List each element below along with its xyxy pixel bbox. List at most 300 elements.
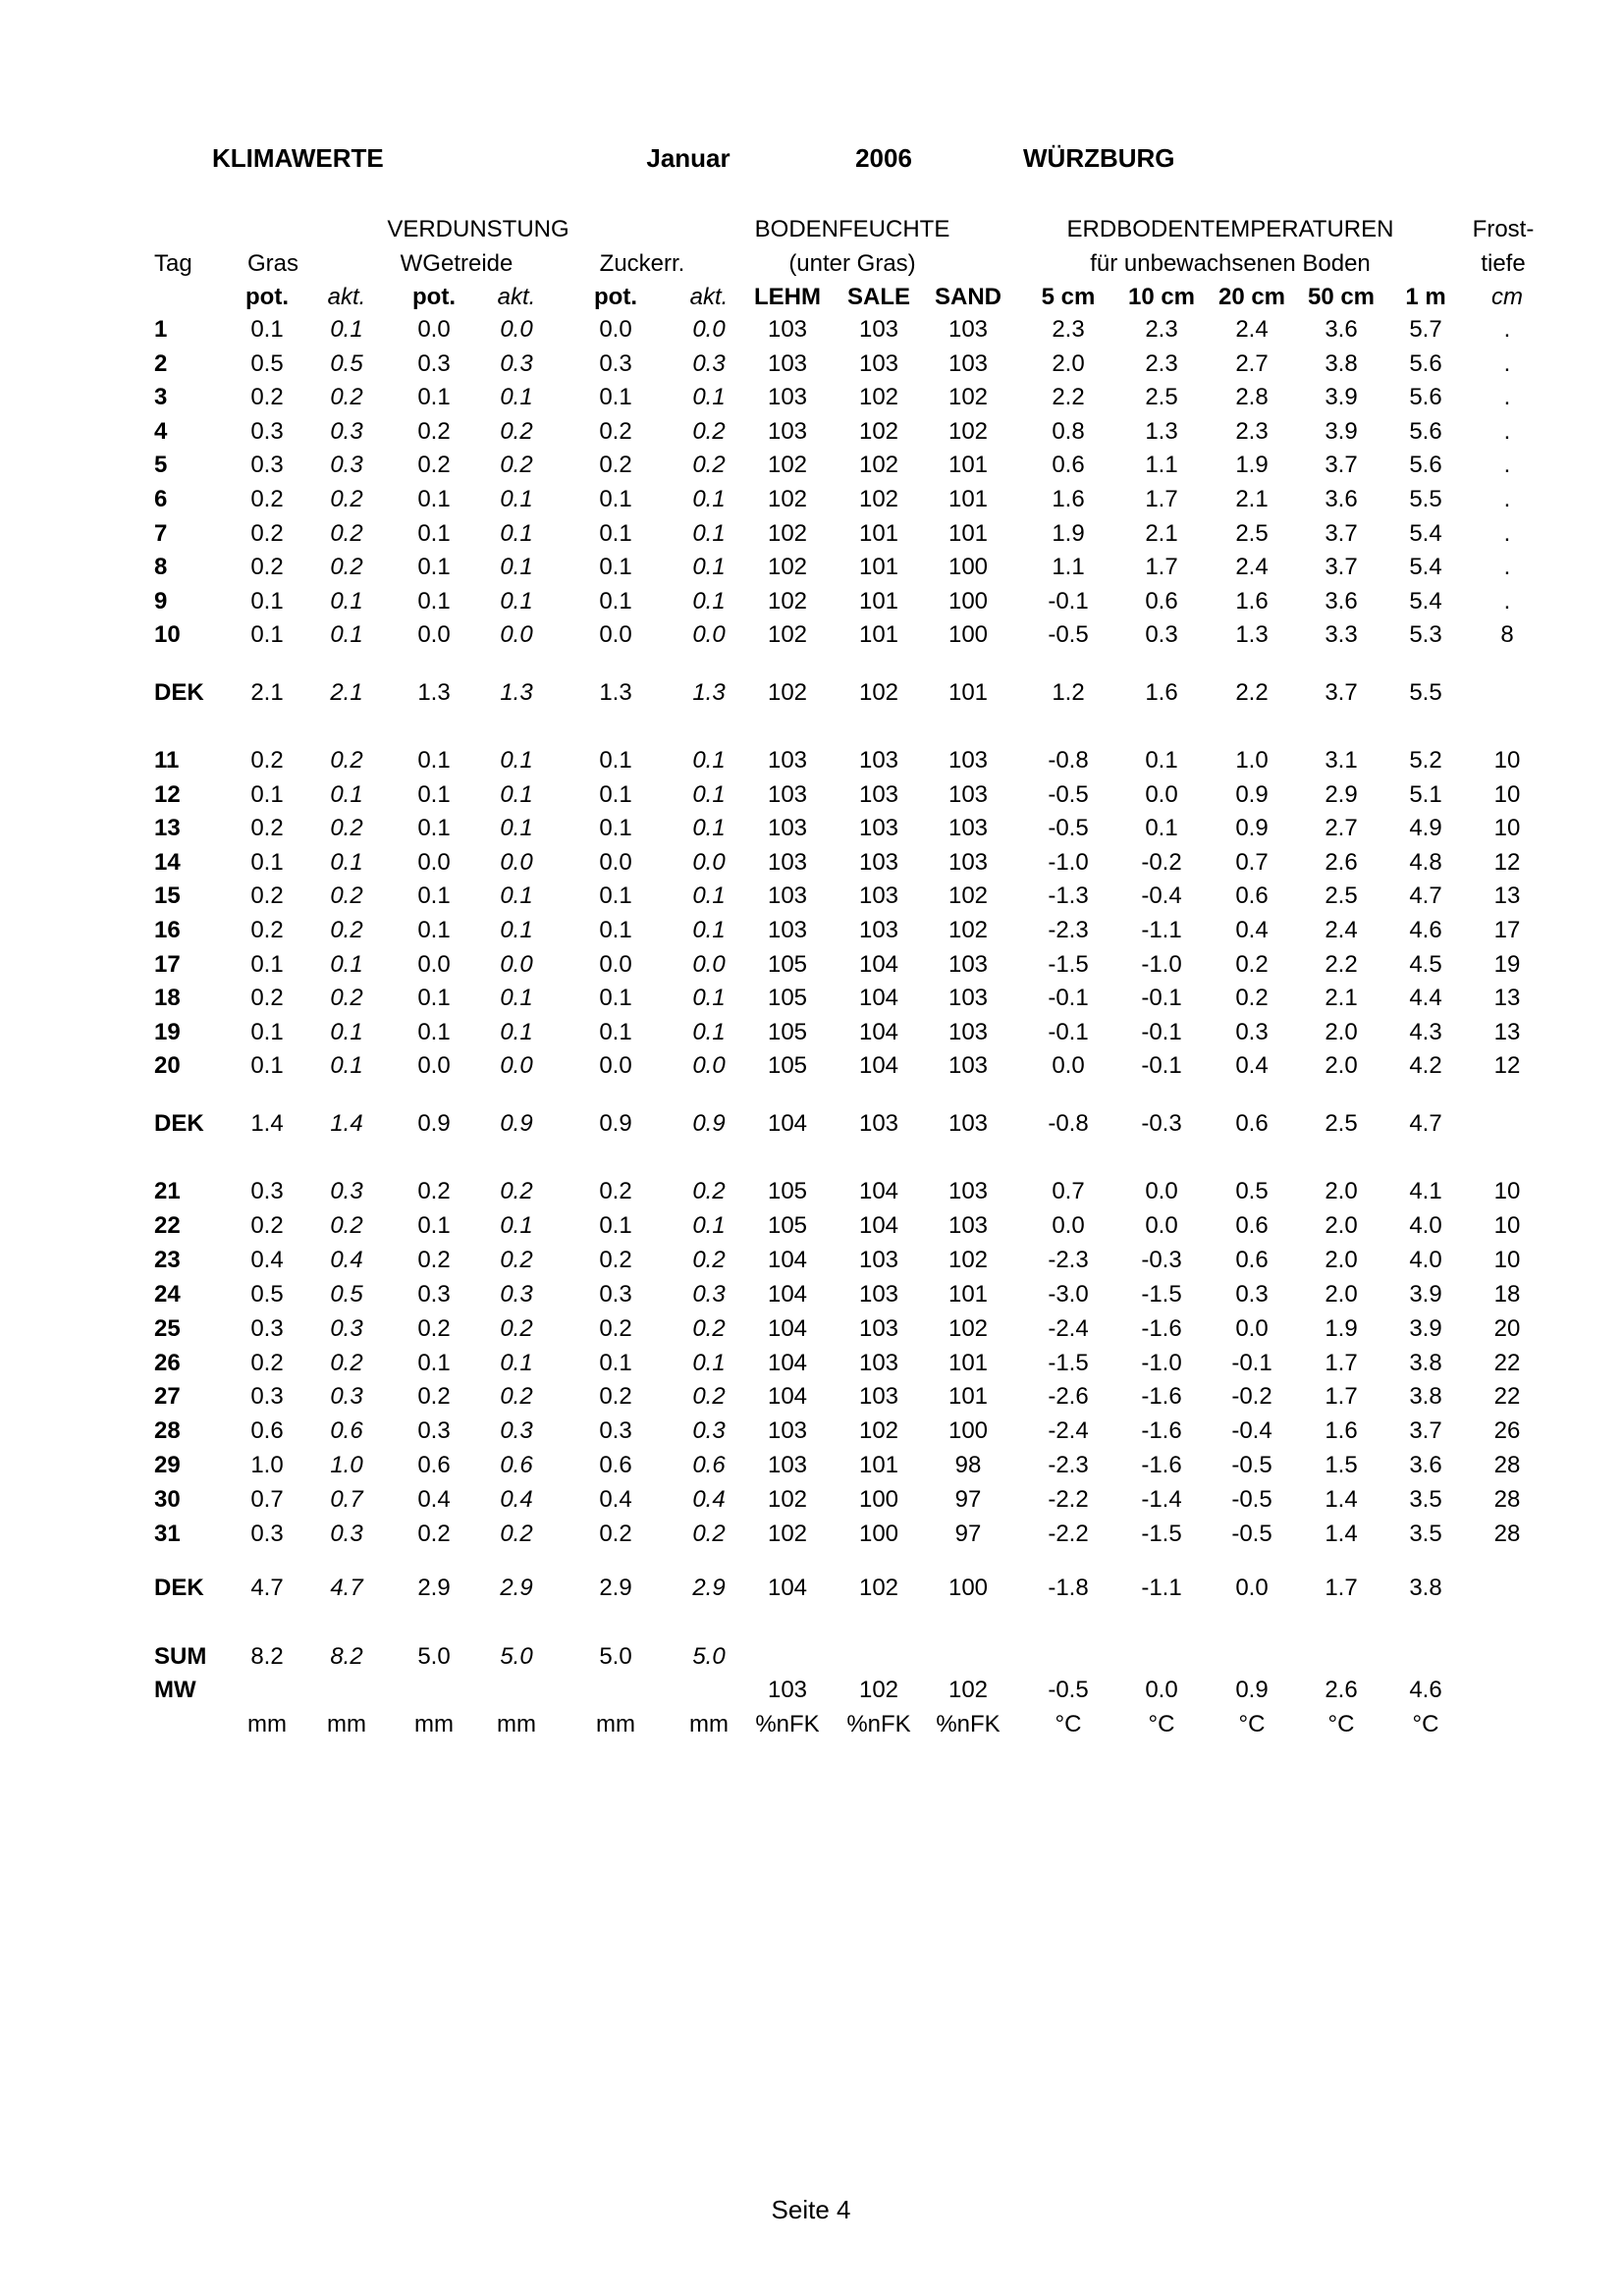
cell-wgetreide-akt: 0.6	[500, 1452, 533, 1478]
cell-wgetreide-akt: 0.3	[500, 1417, 533, 1444]
header-wgetreide: WGetreide	[400, 250, 514, 277]
header-frost: Frost-	[1472, 216, 1535, 242]
cell-gras-pot: 0.2	[250, 554, 284, 580]
cell-zuckerr-pot: 0.0	[599, 316, 632, 343]
header-unter-gras: (unter Gras)	[788, 250, 916, 277]
cell-frosttiefe: 8	[1500, 621, 1514, 648]
cell-lehm: 105	[767, 1019, 808, 1045]
cell-temp-20cm: -0.5	[1231, 1452, 1272, 1478]
cell-gras-pot: 0.7	[250, 1486, 284, 1513]
cell-temp-10cm: -1.6	[1141, 1383, 1182, 1410]
cell-lehm: 102	[767, 520, 808, 547]
cell-sale: 104	[858, 1052, 899, 1079]
cell-gras-akt: 0.1	[330, 1019, 363, 1045]
cell-frosttiefe: 19	[1493, 951, 1521, 978]
row-tag: 9	[154, 588, 168, 614]
cell-temp-20cm: 0.6	[1235, 1247, 1269, 1273]
cell-temp-20cm: 2.3	[1235, 418, 1269, 445]
cell-wgetreide-akt: 0.0	[500, 621, 533, 648]
cell-temp-1m: 4.4	[1409, 985, 1442, 1011]
cell-zuckerr-pot: 5.0	[599, 1643, 632, 1670]
cell-temp-50cm: 2.0	[1325, 1052, 1358, 1079]
table-row	[0, 781, 1623, 813]
cell-frosttiefe: 10	[1493, 1247, 1521, 1273]
cell-temp-10cm: 0.0	[1145, 1677, 1178, 1703]
cell-temp-50cm: 2.6	[1325, 849, 1358, 876]
cell-temp-50cm: 3.7	[1325, 679, 1358, 706]
cell-sale: 103	[858, 849, 899, 876]
cell-temp-5cm: 1.2	[1052, 679, 1085, 706]
cell-temp-5cm: 2.2	[1052, 384, 1085, 410]
cell-sale: 104	[858, 951, 899, 978]
cell-zuckerr-akt: 0.1	[692, 588, 726, 614]
cell-lehm: 103	[767, 316, 808, 343]
cell-wgetreide-pot: 0.0	[417, 849, 451, 876]
row-tag: 12	[154, 781, 181, 808]
cell-temp-5cm: -2.3	[1048, 1452, 1089, 1478]
cell-temp-1m: 4.7	[1409, 1110, 1442, 1137]
cell-temp-1m: 3.9	[1409, 1315, 1442, 1342]
cell-gras-pot: 0.5	[250, 1281, 284, 1308]
cell-sale: 102	[858, 418, 899, 445]
cell-temp-20cm: 0.6	[1235, 1110, 1269, 1137]
cell-temp-10cm: 0.0	[1145, 1212, 1178, 1239]
station-label: WÜRZBURG	[1023, 143, 1175, 173]
cell-temp-1m: 4.7	[1409, 882, 1442, 909]
row-tag: 8	[154, 554, 168, 580]
column-header-sand: SAND	[934, 284, 1002, 310]
cell-wgetreide-akt: 0.0	[500, 951, 533, 978]
row-tag: 4	[154, 418, 168, 445]
row-tag: 28	[154, 1417, 181, 1444]
table-row	[0, 849, 1623, 881]
column-header-temp-10cm: 10 cm	[1127, 284, 1196, 310]
cell-gras-akt: mm	[327, 1711, 366, 1737]
cell-temp-50cm: 3.6	[1325, 486, 1358, 512]
cell-wgetreide-akt: 0.2	[500, 1178, 533, 1204]
cell-wgetreide-pot: 0.0	[417, 621, 451, 648]
cell-sand: 101	[947, 452, 989, 478]
cell-temp-10cm: -0.1	[1141, 985, 1182, 1011]
cell-sale: 100	[858, 1486, 899, 1513]
cell-gras-pot: 0.3	[250, 1521, 284, 1547]
cell-temp-50cm: 3.7	[1325, 554, 1358, 580]
table-row	[0, 418, 1623, 450]
cell-sale: 102	[858, 1677, 899, 1703]
cell-temp-10cm: 1.1	[1145, 452, 1178, 478]
cell-temp-1m: 5.1	[1409, 781, 1442, 808]
cell-frosttiefe: .	[1503, 316, 1511, 343]
header-tag: Tag	[154, 250, 192, 277]
cell-zuckerr-akt: 5.0	[692, 1643, 726, 1670]
cell-temp-5cm: -0.5	[1048, 815, 1089, 841]
cell-temp-1m: 5.6	[1409, 418, 1442, 445]
decade-summary-row	[0, 679, 1623, 711]
cell-temp-20cm: 0.9	[1235, 815, 1269, 841]
header-tiefe: tiefe	[1481, 250, 1526, 277]
cell-temp-10cm: 1.3	[1145, 418, 1178, 445]
cell-lehm: 102	[767, 588, 808, 614]
cell-zuckerr-pot: 2.9	[599, 1575, 632, 1601]
cell-temp-10cm: -1.5	[1141, 1281, 1182, 1308]
cell-zuckerr-akt: 0.2	[692, 1521, 726, 1547]
cell-zuckerr-akt: 0.2	[692, 1383, 726, 1410]
cell-wgetreide-pot: 0.1	[417, 520, 451, 547]
cell-sand: 101	[947, 1350, 989, 1376]
column-header-sale: SALE	[846, 284, 911, 310]
cell-gras-pot: 0.1	[250, 849, 284, 876]
row-tag: 17	[154, 951, 181, 978]
cell-temp-10cm: -1.6	[1141, 1417, 1182, 1444]
cell-gras-akt: 0.6	[330, 1417, 363, 1444]
cell-gras-akt: 0.2	[330, 882, 363, 909]
cell-lehm: 104	[767, 1383, 808, 1410]
cell-sale: 104	[858, 1178, 899, 1204]
cell-zuckerr-akt: 0.2	[692, 1247, 726, 1273]
cell-zuckerr-akt: 0.6	[692, 1452, 726, 1478]
row-tag: 7	[154, 520, 168, 547]
cell-gras-akt: 0.4	[330, 1247, 363, 1273]
table-row	[0, 588, 1623, 619]
cell-frosttiefe: 22	[1493, 1383, 1521, 1410]
cell-temp-1m: 4.3	[1409, 1019, 1442, 1045]
cell-gras-pot: 0.2	[250, 486, 284, 512]
cell-temp-50cm: 1.4	[1325, 1521, 1358, 1547]
cell-sale: 103	[858, 781, 899, 808]
cell-zuckerr-pot: 0.1	[599, 1019, 632, 1045]
column-header-temp-20cm: 20 cm	[1217, 284, 1286, 310]
cell-temp-10cm: 0.0	[1145, 1178, 1178, 1204]
cell-wgetreide-pot: 0.0	[417, 951, 451, 978]
cell-temp-5cm: 0.7	[1052, 1178, 1085, 1204]
cell-lehm: 103	[767, 747, 808, 774]
cell-frosttiefe: 28	[1493, 1521, 1521, 1547]
cell-temp-1m: 4.6	[1409, 917, 1442, 943]
column-header-wgetreide-pot: pot.	[412, 284, 456, 310]
cell-temp-20cm: 0.4	[1235, 917, 1269, 943]
cell-sand: 103	[947, 747, 989, 774]
cell-temp-5cm: -0.5	[1048, 781, 1089, 808]
cell-frosttiefe: 22	[1493, 1350, 1521, 1376]
cell-temp-10cm: -0.1	[1141, 1019, 1182, 1045]
cell-temp-5cm: 2.3	[1052, 316, 1085, 343]
cell-zuckerr-akt: 0.2	[692, 418, 726, 445]
row-tag: SUM	[154, 1643, 207, 1670]
column-header-temp-1m: 1 m	[1405, 284, 1446, 310]
cell-frosttiefe: 17	[1493, 917, 1521, 943]
cell-gras-akt: 0.7	[330, 1486, 363, 1513]
cell-gras-pot: 0.3	[250, 418, 284, 445]
cell-sale: 103	[858, 1110, 899, 1137]
document-title: KLIMAWERTE	[212, 143, 384, 173]
table-row	[0, 1178, 1623, 1209]
cell-gras-pot: 0.2	[250, 815, 284, 841]
cell-gras-pot: 0.3	[250, 1315, 284, 1342]
cell-temp-10cm: 0.6	[1145, 588, 1178, 614]
cell-zuckerr-akt: 0.4	[692, 1486, 726, 1513]
cell-temp-1m: °C	[1412, 1711, 1439, 1737]
cell-wgetreide-akt: 0.0	[500, 1052, 533, 1079]
cell-zuckerr-pot: 0.2	[599, 1247, 632, 1273]
cell-frosttiefe: .	[1503, 520, 1511, 547]
cell-temp-10cm: -1.6	[1141, 1315, 1182, 1342]
cell-lehm: 103	[767, 781, 808, 808]
cell-temp-1m: 4.8	[1409, 849, 1442, 876]
cell-zuckerr-akt: 0.1	[692, 1212, 726, 1239]
cell-wgetreide-akt: 0.2	[500, 452, 533, 478]
table-row	[0, 1247, 1623, 1278]
cell-gras-pot: 0.2	[250, 384, 284, 410]
table-row	[0, 1486, 1623, 1518]
cell-temp-20cm: 2.2	[1235, 679, 1269, 706]
cell-sand: 103	[947, 1019, 989, 1045]
cell-zuckerr-pot: 0.2	[599, 1383, 632, 1410]
row-tag: 20	[154, 1052, 181, 1079]
cell-lehm: 103	[767, 1417, 808, 1444]
cell-wgetreide-akt: 0.2	[500, 1521, 533, 1547]
column-header-lehm: LEHM	[754, 284, 821, 310]
cell-sand: 100	[947, 621, 989, 648]
units-row	[0, 1711, 1623, 1742]
cell-temp-1m: 4.5	[1409, 951, 1442, 978]
cell-wgetreide-akt: 0.1	[500, 1019, 533, 1045]
cell-zuckerr-pot: 0.0	[599, 1052, 632, 1079]
cell-temp-20cm: -0.5	[1231, 1521, 1272, 1547]
cell-wgetreide-akt: 0.1	[500, 384, 533, 410]
cell-gras-akt: 0.2	[330, 486, 363, 512]
cell-temp-10cm: 2.3	[1145, 350, 1178, 377]
row-tag: 14	[154, 849, 181, 876]
cell-zuckerr-akt: 1.3	[692, 679, 726, 706]
cell-gras-akt: 1.4	[330, 1110, 363, 1137]
cell-temp-5cm: -1.8	[1048, 1575, 1089, 1601]
cell-temp-5cm: -0.1	[1048, 985, 1089, 1011]
cell-lehm: 104	[767, 1281, 808, 1308]
cell-temp-5cm: -0.1	[1048, 1019, 1089, 1045]
row-tag: 6	[154, 486, 168, 512]
cell-zuckerr-pot: 0.0	[599, 621, 632, 648]
cell-sand: 101	[947, 1281, 989, 1308]
header-verdunstung: VERDUNSTUNG	[387, 216, 569, 242]
cell-wgetreide-pot: 0.4	[417, 1486, 451, 1513]
cell-temp-10cm: -0.4	[1141, 882, 1182, 909]
table-row	[0, 350, 1623, 382]
cell-temp-50cm: 3.9	[1325, 418, 1358, 445]
cell-temp-10cm: -1.1	[1141, 1575, 1182, 1601]
cell-lehm: 103	[767, 350, 808, 377]
cell-temp-50cm: 2.7	[1325, 815, 1358, 841]
cell-wgetreide-pot: 0.3	[417, 1281, 451, 1308]
cell-lehm: 102	[767, 452, 808, 478]
cell-zuckerr-akt: 0.1	[692, 520, 726, 547]
cell-temp-50cm: 2.0	[1325, 1212, 1358, 1239]
cell-temp-20cm: -0.5	[1231, 1486, 1272, 1513]
column-header-gras-pot: pot.	[245, 284, 289, 310]
cell-temp-1m: 4.0	[1409, 1247, 1442, 1273]
row-tag: DEK	[154, 1575, 204, 1601]
cell-temp-1m: 3.8	[1409, 1350, 1442, 1376]
cell-temp-20cm: 0.0	[1235, 1575, 1269, 1601]
cell-wgetreide-pot: 0.6	[417, 1452, 451, 1478]
cell-temp-20cm: °C	[1238, 1711, 1266, 1737]
cell-frosttiefe: 10	[1493, 781, 1521, 808]
cell-gras-akt: 4.7	[330, 1575, 363, 1601]
row-tag: DEK	[154, 679, 204, 706]
cell-zuckerr-pot: 0.0	[599, 849, 632, 876]
row-tag: 1	[154, 316, 168, 343]
cell-wgetreide-pot: 0.1	[417, 917, 451, 943]
cell-lehm: 102	[767, 1521, 808, 1547]
cell-temp-50cm: 3.1	[1325, 747, 1358, 774]
cell-temp-5cm: 0.6	[1052, 452, 1085, 478]
cell-zuckerr-akt: 2.9	[692, 1575, 726, 1601]
cell-temp-1m: 5.6	[1409, 384, 1442, 410]
cell-temp-1m: 5.5	[1409, 679, 1442, 706]
cell-zuckerr-akt: 0.1	[692, 1019, 726, 1045]
row-tag: MW	[154, 1677, 196, 1703]
cell-sand: 103	[947, 1178, 989, 1204]
cell-sale: 102	[858, 1417, 899, 1444]
cell-gras-akt: 0.3	[330, 452, 363, 478]
cell-sale: 100	[858, 1521, 899, 1547]
cell-frosttiefe: 10	[1493, 1178, 1521, 1204]
cell-sale: 102	[858, 679, 899, 706]
cell-wgetreide-pot: 0.1	[417, 815, 451, 841]
cell-temp-10cm: 1.6	[1145, 679, 1178, 706]
cell-temp-50cm: 3.7	[1325, 520, 1358, 547]
cell-lehm: 104	[767, 1350, 808, 1376]
table-row	[0, 1383, 1623, 1415]
cell-zuckerr-pot: 0.2	[599, 418, 632, 445]
cell-temp-50cm: 3.3	[1325, 621, 1358, 648]
cell-wgetreide-akt: 0.3	[500, 350, 533, 377]
cell-sale: 102	[858, 452, 899, 478]
cell-sale: 103	[858, 1383, 899, 1410]
column-header-wgetreide-akt: akt.	[497, 284, 536, 310]
cell-sand: 103	[947, 1110, 989, 1137]
cell-zuckerr-pot: 0.1	[599, 588, 632, 614]
header-unbewachsen: für unbewachsenen Boden	[1090, 250, 1371, 277]
cell-gras-pot: 0.2	[250, 917, 284, 943]
cell-lehm: 104	[767, 1110, 808, 1137]
cell-temp-1m: 5.3	[1409, 621, 1442, 648]
cell-temp-50cm: 3.8	[1325, 350, 1358, 377]
cell-temp-50cm: 1.9	[1325, 1315, 1358, 1342]
cell-temp-20cm: 2.1	[1235, 486, 1269, 512]
cell-sale: 103	[858, 882, 899, 909]
cell-zuckerr-pot: 0.9	[599, 1110, 632, 1137]
cell-zuckerr-pot: 0.3	[599, 1281, 632, 1308]
cell-wgetreide-pot: 0.0	[417, 1052, 451, 1079]
sum-row	[0, 1643, 1623, 1675]
cell-zuckerr-akt: 0.1	[692, 1350, 726, 1376]
cell-temp-1m: 5.7	[1409, 316, 1442, 343]
cell-temp-20cm: 2.4	[1235, 316, 1269, 343]
cell-temp-5cm: -2.6	[1048, 1383, 1089, 1410]
cell-zuckerr-pot: 0.2	[599, 452, 632, 478]
cell-temp-20cm: 2.7	[1235, 350, 1269, 377]
cell-temp-10cm: 2.3	[1145, 316, 1178, 343]
cell-temp-20cm: 1.9	[1235, 452, 1269, 478]
cell-gras-akt: 0.1	[330, 849, 363, 876]
cell-temp-5cm: 1.1	[1052, 554, 1085, 580]
table-row	[0, 747, 1623, 778]
row-tag: 21	[154, 1178, 181, 1204]
cell-wgetreide-akt: 0.2	[500, 1247, 533, 1273]
cell-sand: 102	[947, 1677, 989, 1703]
cell-gras-akt: 0.1	[330, 1052, 363, 1079]
cell-lehm: 103	[767, 1452, 808, 1478]
column-header-zuckerr-pot: pot.	[594, 284, 637, 310]
decade-summary-row	[0, 1110, 1623, 1142]
cell-frosttiefe: .	[1503, 418, 1511, 445]
cell-frosttiefe: .	[1503, 588, 1511, 614]
cell-sand: 102	[947, 917, 989, 943]
cell-gras-pot: 0.2	[250, 985, 284, 1011]
cell-sand: 101	[947, 486, 989, 512]
cell-temp-1m: 3.5	[1409, 1486, 1442, 1513]
cell-gras-akt: 0.1	[330, 951, 363, 978]
cell-temp-50cm: 3.7	[1325, 452, 1358, 478]
cell-gras-pot: 0.1	[250, 951, 284, 978]
cell-wgetreide-pot: 0.1	[417, 781, 451, 808]
cell-frosttiefe: .	[1503, 384, 1511, 410]
cell-sale: 103	[858, 350, 899, 377]
cell-zuckerr-akt: 0.3	[692, 1281, 726, 1308]
cell-wgetreide-akt: 0.1	[500, 520, 533, 547]
table-row	[0, 554, 1623, 585]
cell-temp-20cm: 1.6	[1235, 588, 1269, 614]
cell-zuckerr-akt: 0.3	[692, 1417, 726, 1444]
cell-temp-10cm: -1.0	[1141, 951, 1182, 978]
table-row	[0, 1052, 1623, 1084]
cell-zuckerr-akt: 0.2	[692, 452, 726, 478]
cell-temp-20cm: 0.9	[1235, 1677, 1269, 1703]
cell-wgetreide-akt: 0.4	[500, 1486, 533, 1513]
cell-frosttiefe: .	[1503, 350, 1511, 377]
cell-temp-5cm: -2.3	[1048, 1247, 1089, 1273]
row-tag: 22	[154, 1212, 181, 1239]
cell-gras-pot: 0.1	[250, 316, 284, 343]
cell-zuckerr-pot: 0.1	[599, 384, 632, 410]
cell-temp-5cm: -1.5	[1048, 951, 1089, 978]
column-header-gras-akt: akt.	[327, 284, 366, 310]
cell-wgetreide-akt: 0.1	[500, 882, 533, 909]
cell-sand: 98	[954, 1452, 982, 1478]
cell-gras-akt: 8.2	[330, 1643, 363, 1670]
cell-wgetreide-pot: 0.1	[417, 1212, 451, 1239]
table-row	[0, 316, 1623, 347]
cell-lehm: 103	[767, 849, 808, 876]
cell-gras-akt: 0.2	[330, 1350, 363, 1376]
cell-wgetreide-pot: 0.1	[417, 882, 451, 909]
cell-lehm: 104	[767, 1315, 808, 1342]
cell-temp-10cm: 1.7	[1145, 486, 1178, 512]
cell-zuckerr-akt: 0.0	[692, 951, 726, 978]
row-tag: 30	[154, 1486, 181, 1513]
cell-temp-10cm: -1.0	[1141, 1350, 1182, 1376]
cell-zuckerr-akt: 0.1	[692, 384, 726, 410]
cell-gras-akt: 0.1	[330, 316, 363, 343]
cell-temp-5cm: -1.3	[1048, 882, 1089, 909]
cell-temp-5cm: 0.0	[1052, 1212, 1085, 1239]
cell-gras-akt: 0.2	[330, 384, 363, 410]
row-tag: 10	[154, 621, 181, 648]
row-tag: 18	[154, 985, 181, 1011]
cell-gras-akt: 0.3	[330, 1178, 363, 1204]
cell-lehm: 102	[767, 679, 808, 706]
cell-gras-akt: 0.1	[330, 588, 363, 614]
